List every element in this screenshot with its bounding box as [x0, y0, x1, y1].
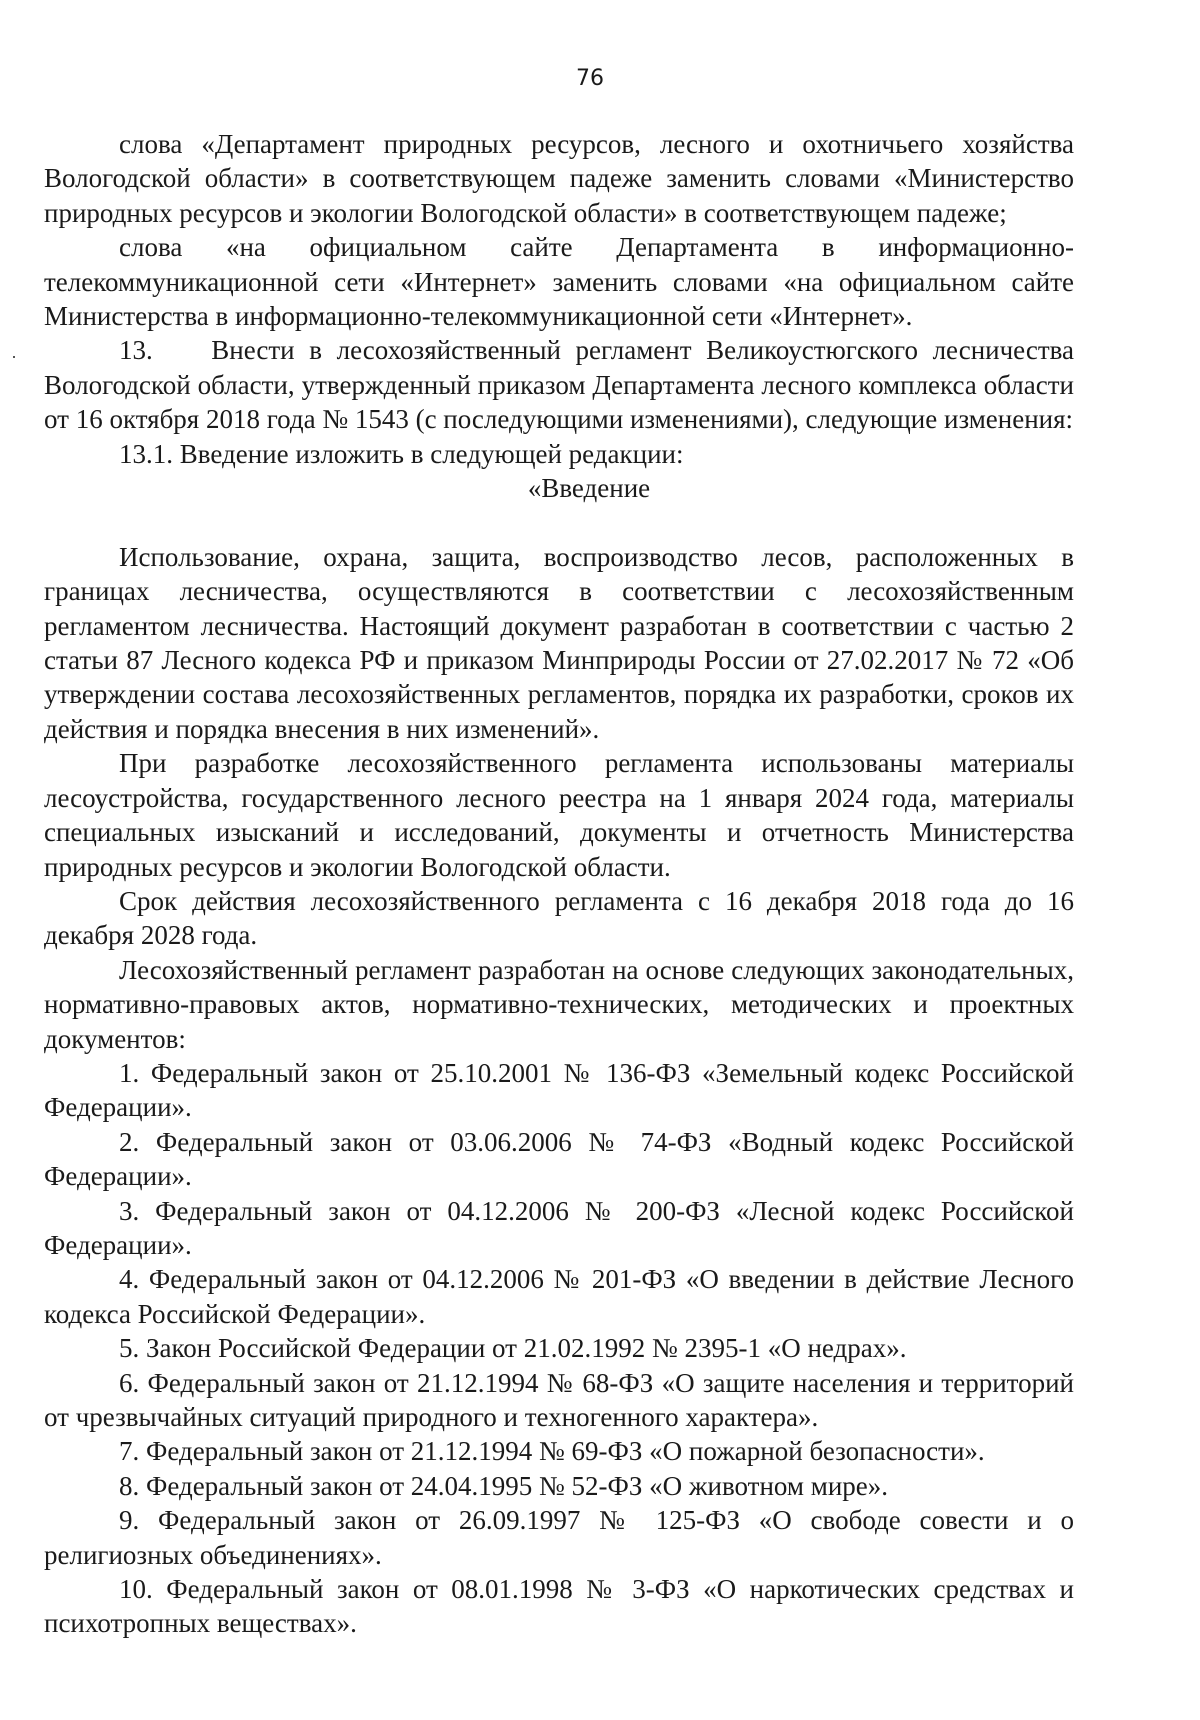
blank-line	[44, 505, 1074, 539]
list-item: 4. Федеральный закон от 04.12.2006 № 201-ФЗ «О введении в действие Лесного кодекса Российской Федерации».	[44, 1264, 1074, 1329]
list-item: 7. Федеральный закон от 21.12.1994 № 69-ФЗ «О пожарной безопасности».	[119, 1436, 985, 1467]
paragraph: Лесохозяйственный регламент разработан на основе следующих законодательных, нормативно-правовых актов, нормативно-технических, методических и проектных документов:	[44, 954, 1074, 1054]
paragraph: слова «на официальном сайте Департамента в информационно-телекоммуникационной сети «Интернет» заменить словами «на официальном сайте Министерства в информационно-телекоммуникационной сети «Интернет».	[44, 232, 1074, 332]
document-body	[44, 127, 1074, 1641]
list-item: 3. Федеральный закон от 04.12.2006 № 200-ФЗ «Лесной кодекс Российской Федерации».	[44, 1195, 1074, 1260]
paragraph: 13.1. Введение изложить в следующей редакции:	[119, 438, 684, 469]
list-item: 5. Закон Российской Федерации от 21.02.1992 № 2395-1 «О недрах».	[119, 1333, 907, 1364]
list-item: 6. Федеральный закон от 21.12.1994 № 68-ФЗ «О защите населения и территорий от чрезвычайных ситуаций природного и техногенного характера».	[44, 1367, 1074, 1433]
list-item: 8. Федеральный закон от 24.04.1995 № 52-ФЗ «О животном мире».	[119, 1470, 889, 1501]
paragraph: 13. Внести в лесохозяйственный регламент Великоустюгского лесничества Вологодской области, утвержденный приказом Департамента лесного комплекса области от 16 октября 2018 года № 1543 (с последующими изменениями), следующие изменения:	[44, 335, 1074, 435]
list-item: 9. Федеральный закон от 26.09.1997 № 125-ФЗ «О свободе совести и о религиозных объединениях».	[44, 1505, 1074, 1570]
page-number: 76	[576, 66, 604, 91]
paragraph: Использование, охрана, защита, воспроизводство лесов, расположенных в границах лесничества, осуществляются в соответствии с лесохозяйственным регламентом лесничества. Настоящий документ разработан в соответствии с частью 2 статьи 87 Лесного кодекса РФ и приказом Минприроды России от 27.02.2017 № 72 «Об утверждении состава лесохозяйственных регламентов, порядка их разработки, сроков их действия и порядка внесения в них изменений».	[44, 541, 1074, 744]
section-heading: «Введение	[527, 473, 651, 504]
paragraph: Срок действия лесохозяйственного регламента с 16 декабря 2018 года до 16 декабря 2028 года.	[44, 885, 1074, 951]
scan-speck	[13, 356, 15, 358]
list-item: 10. Федеральный закон от 08.01.1998 № 3-ФЗ «О наркотических средствах и психотропных веществах».	[44, 1574, 1074, 1639]
list-item: 1. Федеральный закон от 25.10.2001 № 136-ФЗ «Земельный кодекс Российской Федерации».	[44, 1057, 1074, 1123]
paragraph: слова «Департамент природных ресурсов, лесного и охотничьего хозяйства Вологодской области» в соответствующем падеже заменить словами «Министерство природных ресурсов и экологии Вологодской области» в соответствующем падеже;	[44, 129, 1074, 228]
paragraph: При разработке лесохозяйственного регламента использованы материалы лесоустройства, государственного лесного реестра на 1 января 2024 года, материалы специальных изысканий и исследований, документы и отчетность Министерства природных ресурсов и экологии Вологодской области.	[44, 748, 1074, 882]
list-item: 2. Федеральный закон от 03.06.2006 № 74-ФЗ «Водный кодекс Российской Федерации».	[44, 1126, 1074, 1192]
